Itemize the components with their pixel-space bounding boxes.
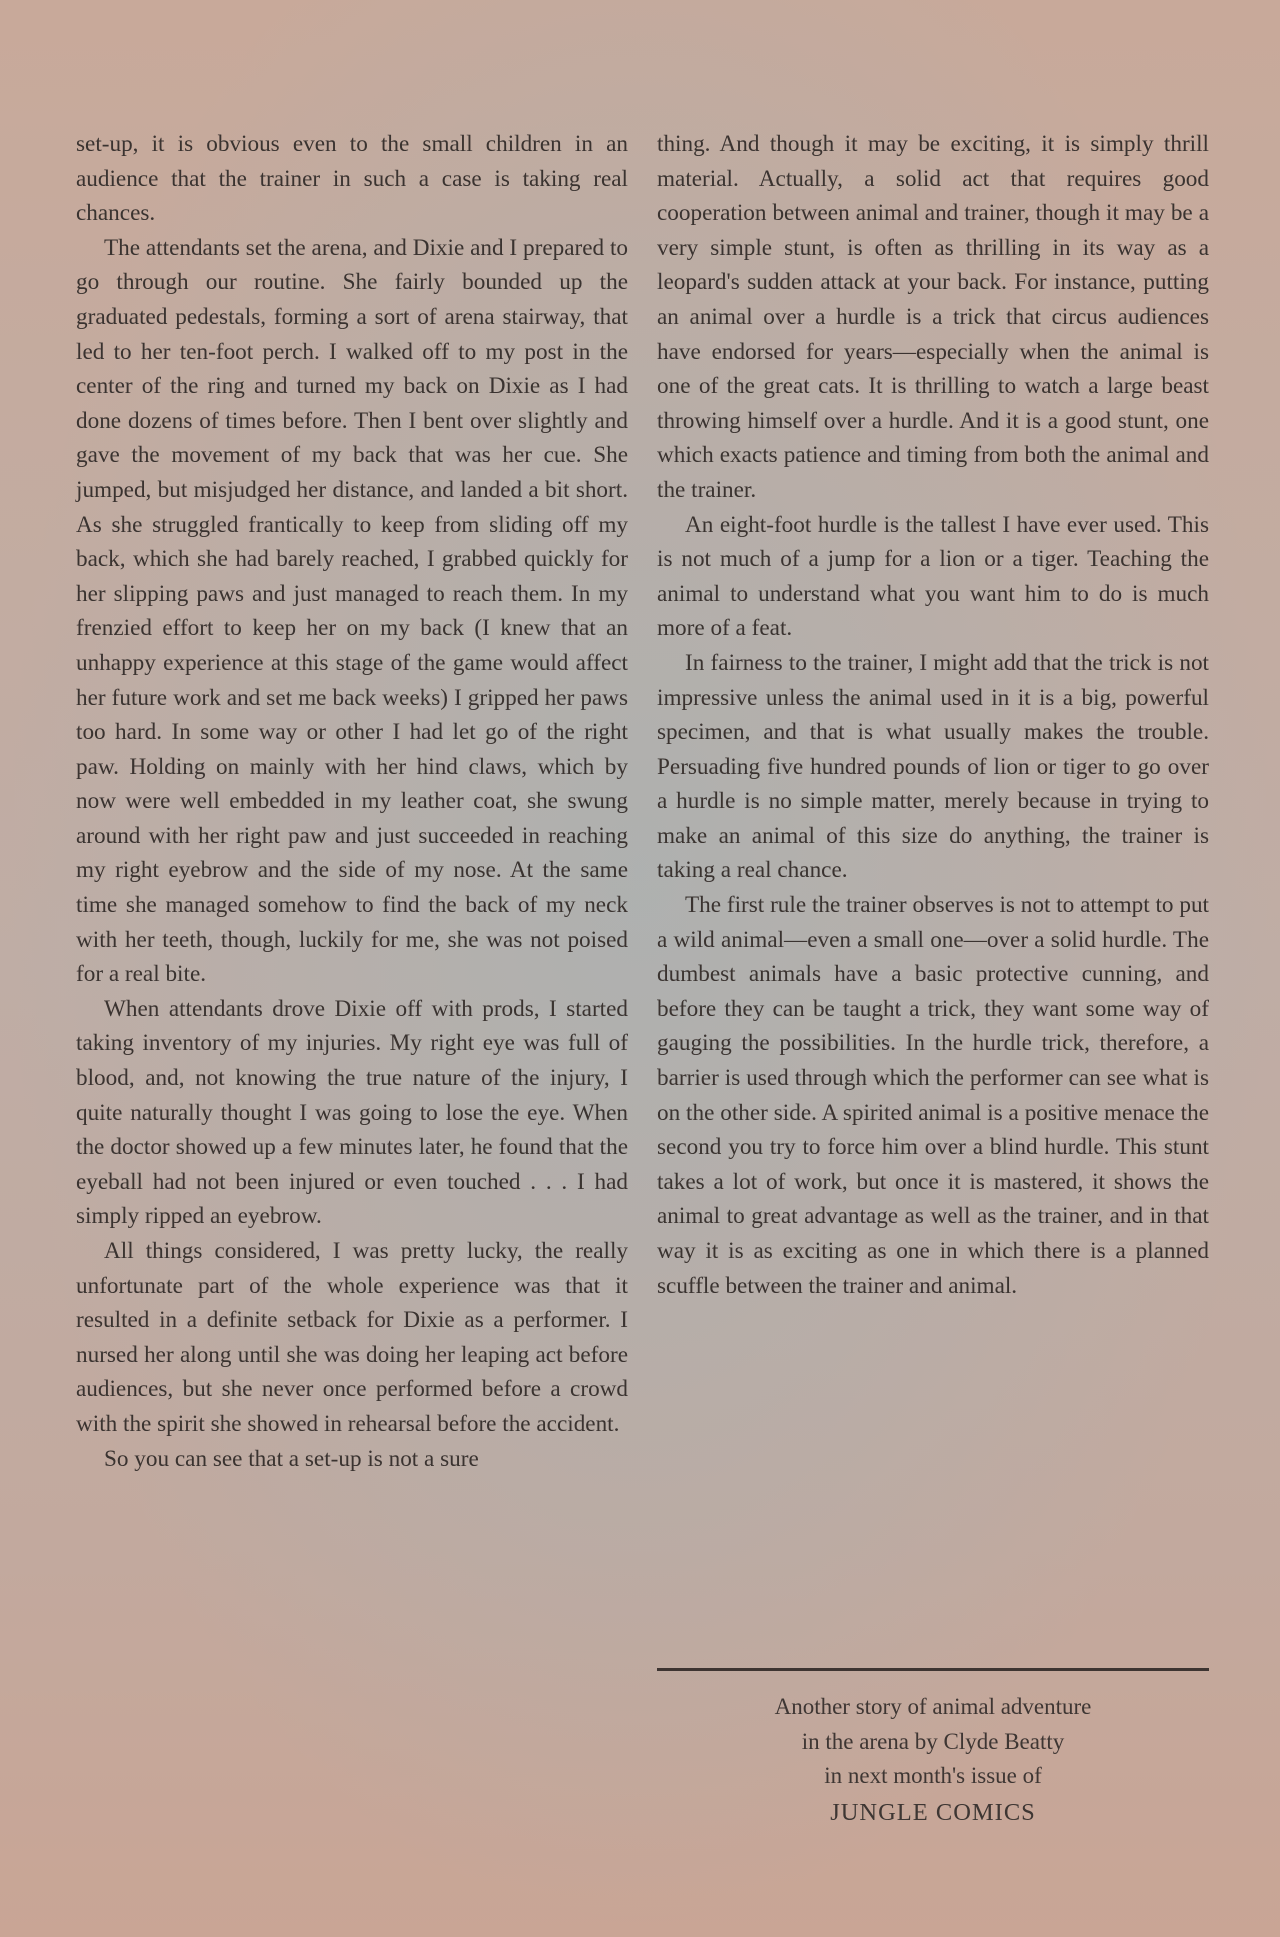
promo-line: Another story of animal adventure	[774, 1694, 1092, 1719]
paragraph: The first rule the trainer observes is not to attempt to put a wild animal—even a small one—over a solid hurdle. The dumbest animals have a basic protective cunning, and before they can be taught a trick, they want some way of gauging the possibilities. In the hurdle trick, therefore, a barrier is used through which the performer can see what is on the other side. A spirited animal is a positive menace the second you try to force him over a blind hurdle. This stunt takes a lot of work, but once it is mastered, it shows the animal to great advantage as well as the trainer, and in that way it is as exciting as one in which there is a planned scuffle between the trainer and animal.	[657, 892, 1209, 1299]
promo-line: in next month's issue of	[824, 1763, 1042, 1789]
divider	[657, 1668, 1209, 1671]
paragraph: So you can see that a set-up is not a sure	[104, 1445, 479, 1472]
next-issue-promo	[657, 1690, 1209, 1832]
promo-line: in the arena by Clyde Beatty	[801, 1728, 1065, 1754]
paragraph: The attendants set the arena, and Dixie and I prepared to go through our routine. She fairly bounded up the graduated pedestals, forming a sort of arena stairway, that led to her ten-foot perch. I walked off to my post in the center of the ring and turned my back on Dixie as I had done dozens of times before. Then I bent over slightly and gave the movement of my back that was her cue. She jumped, but misjudged her distance, and landed a bit short. As she struggled frantically to keep from sliding off my back, which she had barely reached, I grabbed quickly for her slipping paws and just managed to reach them. In my frenzied effort to keep her on my back (I knew that an unhappy experience at this stage of the game would affect her future work and set me back weeks) I gripped her paws too hard. In some way or other I had let go of the right paw. Holding on mainly with her hind claws, which by now were well embedded in my leather coat, she swung around with her right paw and just succeeded in reaching my right eyebrow and the side of my nose. At the same time she managed somehow to find the back of my neck with her teeth, though, luckily for me, she was not poised for a real bite.	[76, 234, 628, 988]
paragraph: An eight-foot hurdle is the tallest I have ever used. This is not much of a jump for a lion or a tiger. Teaching the animal to understand what you want him to do is much more of a feat.	[657, 511, 1209, 642]
paragraph: In fairness to the trainer, I might add that the trick is not impressive unless the animal used in it is a big, powerful specimen, and that is what usually makes the trouble. Persuading five hundred pounds of lion or tiger to go over a hurdle is no simple matter, merely because in trying to make an animal of this size do anything, the trainer is taking a real chance.	[657, 649, 1209, 884]
magazine-title: JUNGLE COMICS	[830, 1798, 1036, 1826]
paragraph-continued: set-up, it is obvious even to the small children in an audience that the trainer in such a case is taking real chances.	[76, 131, 628, 227]
left-column	[76, 127, 628, 1476]
paragraph: When attendants drove Dixie off with prods, I started taking inventory of my injuries. My right eye was full of blood, and, not knowing the true nature of the injury, I quite naturally thought I was going to lose the eye. When the doctor showed up a few minutes later, he found that the eyeball had not been injured or even touched . . . I had simply ripped an eyebrow.	[76, 995, 628, 1230]
paragraph-continued: thing. And though it may be exciting, it is simply thrill material. Actually, a solid act that requires good cooperation between animal and trainer, though it may be a very simple stunt, is often as thrilling in its way as a leopard's sudden attack at your back. For instance, putting an animal over a hurdle is a trick that circus audiences have endorsed for years—especially when the animal is one of the great cats. It is thrilling to watch a large beast throwing himself over a hurdle. And it is a good stunt, one which exacts patience and timing from both the animal and the trainer.	[657, 131, 1209, 503]
paragraph: All things considered, I was pretty lucky, the really unfortunate part of the whole experience was that it resulted in a definite setback for Dixie as a performer. I nursed her along until she was doing her leaping act before audiences, but she never once performed before a crowd with the spirit she showed in rehearsal before the accident.	[76, 1238, 628, 1437]
right-column	[657, 127, 1209, 1303]
